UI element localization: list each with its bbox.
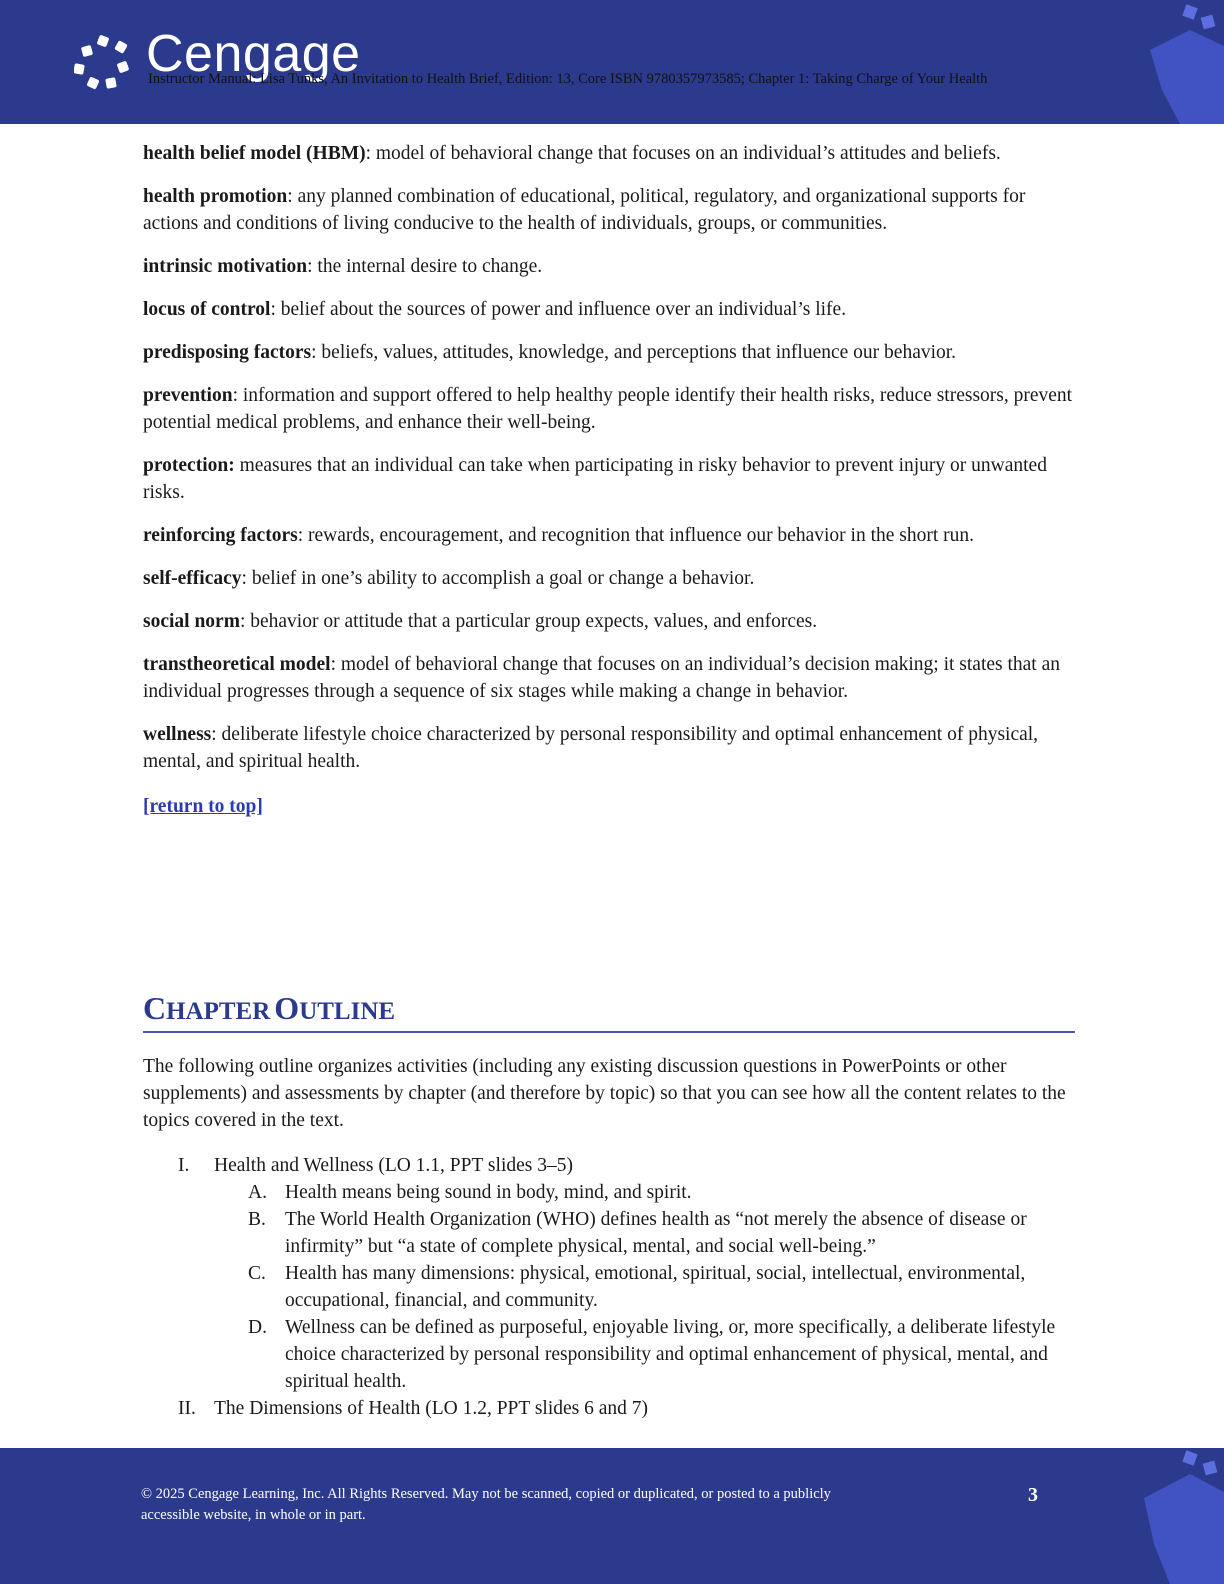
outline-subitem [143,1260,1078,1314]
definition-text: : model of behavioral change that focuses on an individual’s decision making; it states that an individual progresses through a sequence of six stages while making a change in behavior. [143,654,1061,702]
definition-text: measures that an individual can take when participating in risky behavior to prevent injury or unwanted risks. [143,455,1047,503]
definition [143,522,1078,549]
definition-term: protection: [143,455,235,476]
outline-intro: The following outline organizes activities (including any existing discussion questions in PowerPoints or other supplements) and assessments by chapter (and therefore by topic) so that you can see how all the content relates to the topics covered in the text. [143,1056,1066,1131]
glossary-section [143,140,1078,820]
definition [143,608,1078,635]
outline-subitem [143,1314,1078,1395]
chapter-outline-heading: CHAPTER OUTLINE [143,990,1075,1033]
definition [143,183,1078,237]
definition [143,253,1078,280]
definition [143,452,1078,506]
definition-text: : beliefs, values, attitudes, knowledge, and perceptions that influence our behavior. [311,342,957,363]
outline-item [143,1395,1078,1422]
definition-term: health promotion [143,186,288,207]
definition-text: : information and support offered to help healthy people identify their health risks, reduce stressors, prevent potential medical problems, and enhance their well-being. [143,385,1073,433]
definition [143,382,1078,436]
definition-text: : behavior or attitude that a particular group expects, values, and enforces. [239,611,818,632]
outline-letter: D. [248,1317,267,1338]
definition-term: wellness [143,724,212,745]
outline-text: Health and Wellness (LO 1.1, PPT slides 3–5) [214,1155,573,1176]
outline-subitem [143,1206,1078,1260]
definition-term: transtheoretical model [143,654,331,675]
definition [143,339,1078,366]
page-footer [0,1448,1224,1584]
definition-text: : model of behavioral change that focuses on an individual’s attitudes and beliefs. [365,143,1001,164]
definition [143,651,1078,705]
decorative-shapes-icon [1134,1448,1224,1584]
page-number: 3 [1028,1484,1038,1506]
definition [143,140,1078,167]
definition-text: : rewards, encouragement, and recognition that influence our behavior in the short run. [297,525,975,546]
decorative-shapes-icon [1140,0,1224,124]
definition [143,565,1078,592]
outline-text: The Dimensions of Health (LO 1.2, PPT slides 6 and 7) [214,1398,649,1419]
definition-text: : belief about the sources of power and influence over an individual’s life. [270,299,847,320]
chapter-outline-list [143,1152,1078,1422]
page-header [0,0,1224,124]
return-to-top-link[interactable]: [return to top] [143,796,263,817]
definition-text: : the internal desire to change. [307,256,543,277]
outline-text: Wellness can be defined as purposeful, enjoyable living, or, more specifically, a deliberate lifestyle choice characterized by personal responsibility and optimal enhancement of physical, mental, and spiritual health. [285,1317,1056,1392]
copyright-notice: © 2025 Cengage Learning, Inc. All Rights Reserved. May not be scanned, copied or duplicated, or posted to a publicly accessible website, in whole or in part. [141,1486,831,1523]
outline-text: Health has many dimensions: physical, emotional, spiritual, social, intellectual, environmental, occupational, financial, and community. [285,1263,1026,1311]
outline-item [143,1152,1078,1179]
outline-letter: C. [248,1263,266,1284]
outline-subitem [143,1179,1078,1206]
definition-term: predisposing factors [143,342,312,363]
definition-term: social norm [143,611,240,632]
outline-text: The World Health Organization (WHO) defines health as “not merely the absence of disease or infirmity” but “a state of complete physical, mental, and social well-being.” [285,1209,1027,1257]
definition-text: : any planned combination of educational, political, regulatory, and organizational supports for actions and conditions of living conducive to the health of individuals, groups, or communities. [143,186,1026,234]
cengage-logo-icon [74,34,136,94]
definition-term: self-efficacy [143,568,242,589]
document-caption: Instructor Manual: Lisa Tunks, An Invitation to Health Brief, Edition: 13, Core ISBN 9780357973585; Chapter 1: Taking Charge of Your Health [148,71,988,87]
definition-term: health belief model (HBM) [143,143,366,164]
definition-term: prevention [143,385,233,406]
outline-text: Health means being sound in body, mind, and spirit. [285,1182,692,1203]
definition-text: : belief in one’s ability to accomplish a goal or change a behavior. [241,568,755,589]
outline-letter: B. [248,1209,266,1230]
definition-term: reinforcing factors [143,525,298,546]
outline-letter: A. [248,1182,267,1203]
definition-term: locus of control [143,299,271,320]
definition-term: intrinsic motivation [143,256,308,277]
definition-text: : deliberate lifestyle choice characterized by personal responsibility and optimal enhancement of physical, mental, and spiritual health. [143,724,1039,772]
brand-name: Cengage [146,25,361,83]
definition [143,296,1078,323]
definition [143,721,1078,775]
outline-number: II. [178,1398,196,1419]
outline-number: I. [178,1155,190,1176]
